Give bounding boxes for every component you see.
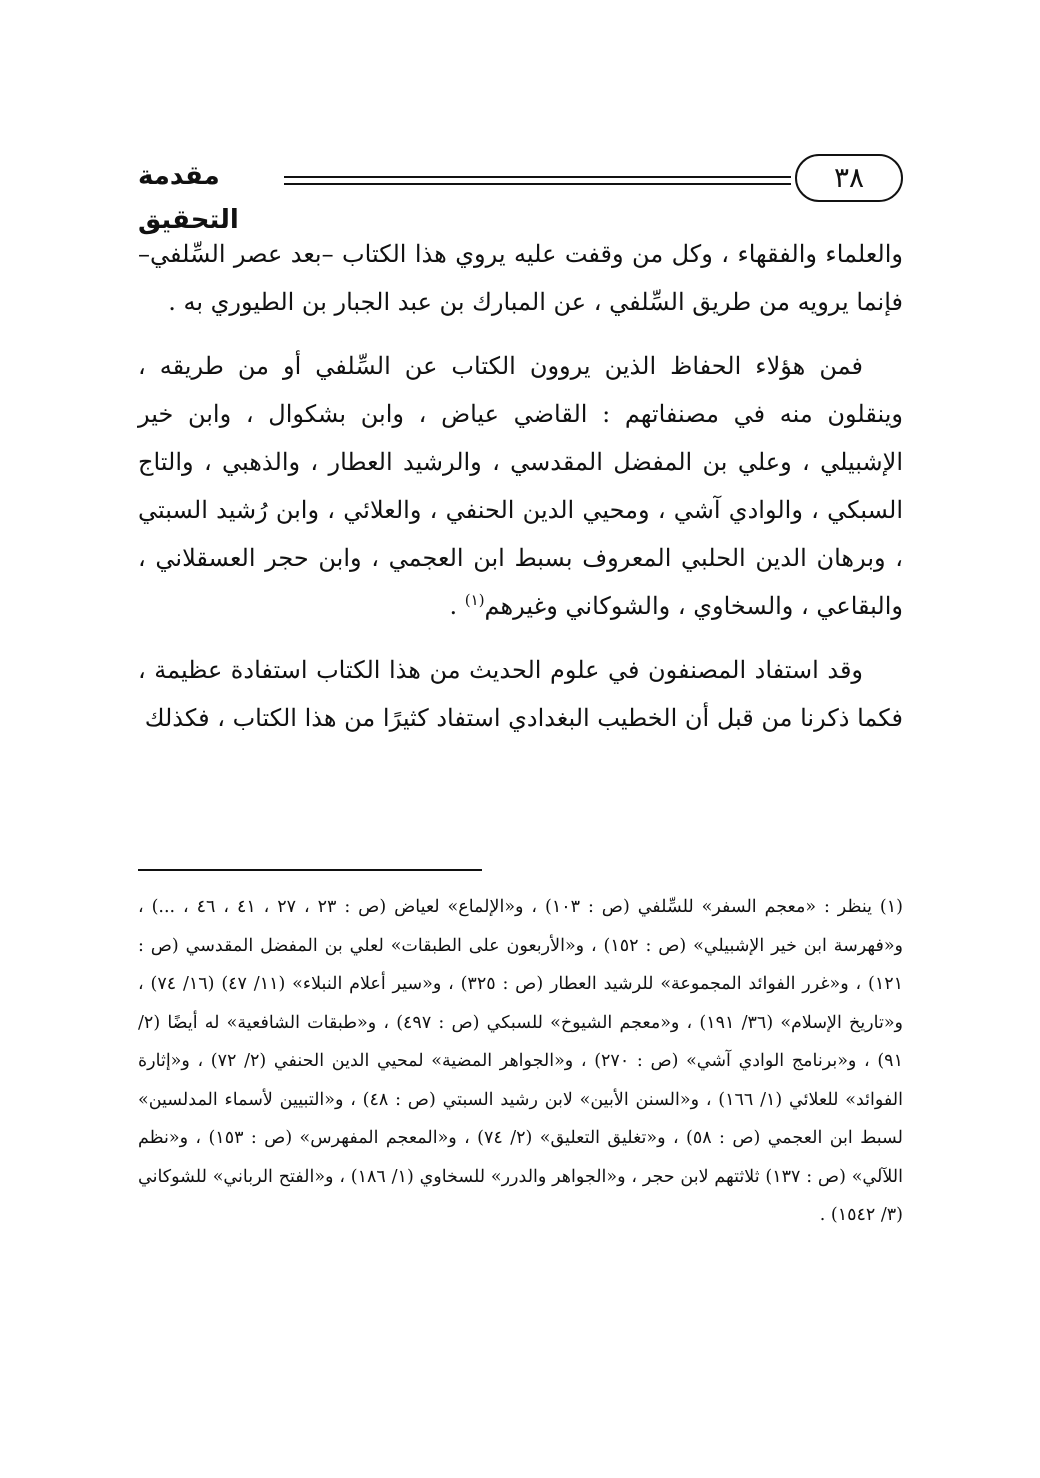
footnote-1: (١) ينظر : «معجم السفر» للسِّلفي (ص : ١٠٣) ، و«الإلماع» لعياض (ص : ٢٣ ، ٢٧ ، ٤١ ، ٤٦ ، ...) ، و«فهرسة ابن خير الإشبيلي» (ص : ١٥٢) ، و«الأربعون على الطبقات» لعلي بن المفضل المقدسي (ص : ١٢١) ، و«غرر الفوائد المجموعة» للرشيد العطار (ص : ٣٢٥) ، و«سير أعلام النبلاء» (١١/ ٤٧) (١٦/ ٧٤) ، و«تاريخ الإسلام» (٣٦/ ١٩١) ، و«معجم الشيوخ» للسبكي (ص : ٤٩٧) ، و«طبقات الشافعية» له أيضًا (٢/ ٩١) ، و«برنامج الوادي آشي» (ص : ٢٧٠) ، و«الجواهر المضية» لمحيي الدين الحنفي (٢/ ٧٢) ، و«إثارة الفوائد» للعلائي (١/ ١٦٦) ، و«السنن الأبين» لابن رشيد السبتي (ص : ٤٨) ، و«التبيين لأسماء المدلسين» لسبط ابن العجمي (ص : ٥٨) ، و«تغليق التعليق» (٢/ ٧٤) ، و«المعجم المفهرس» (ص : ١٥٣) ، و«نظم اللآلي» (ص : ١٣٧) ثلاثتهم لابن حجر ، و«الجواهر والدرر» للسخاوي (١/ ١٨٦) ، و«الفتح الرباني» للشوكاني (٣/ ١٥٤٢) . [138,897,904,1225]
page-header [138,150,903,235]
paragraph-1: والعلماء والفقهاء ، وكل من وقفت عليه يروي هذا الكتاب –بعد عصر السِّلفي– فإنما يرويه من طريق السِّلفي ، عن المبارك بن عبد الجبار بن الطيوري به . [138,240,903,316]
footnote-block [138,888,903,1235]
main-text [138,230,903,742]
footnote-separator [138,869,482,871]
paragraph-2-text: فمن هؤلاء الحفاظ الذين يروون الكتاب عن السِّلفي أو من طريقه ، وينقلون منه في مصنفاتهم : القاضي عياض ، وابن بشكوال ، وابن خير الإشبيلي ، وعلي بن المفضل المقدسي ، والرشيد العطار ، والذهبي ، والتاج السبكي ، والوادي آشي ، ومحيي الدين الحنفي ، والعلائي ، وابن رُشيد السبتي ، وبرهان الدين الحلبي المعروف بسبط ابن العجمي ، وابن حجر العسقلاني ، والبقاعي ، والسخاوي ، والشوكاني وغيرهم [138,352,903,620]
paragraph-2 [138,342,903,630]
paragraph-2-end: . [449,592,465,620]
page-number: ٣٨ [795,154,903,202]
header-double-rule [284,176,791,185]
footnote-reference[interactable]: (١) [464,591,485,609]
running-title: مقدمة التحقيق [138,161,239,235]
paragraph-3: وقد استفاد المصنفون في علوم الحديث من هذا الكتاب استفادة عظيمة ، فكما ذكرنا من قبل أن الخطيب البغدادي استفاد كثيرًا من هذا الكتاب ، فكذلك [138,656,903,732]
